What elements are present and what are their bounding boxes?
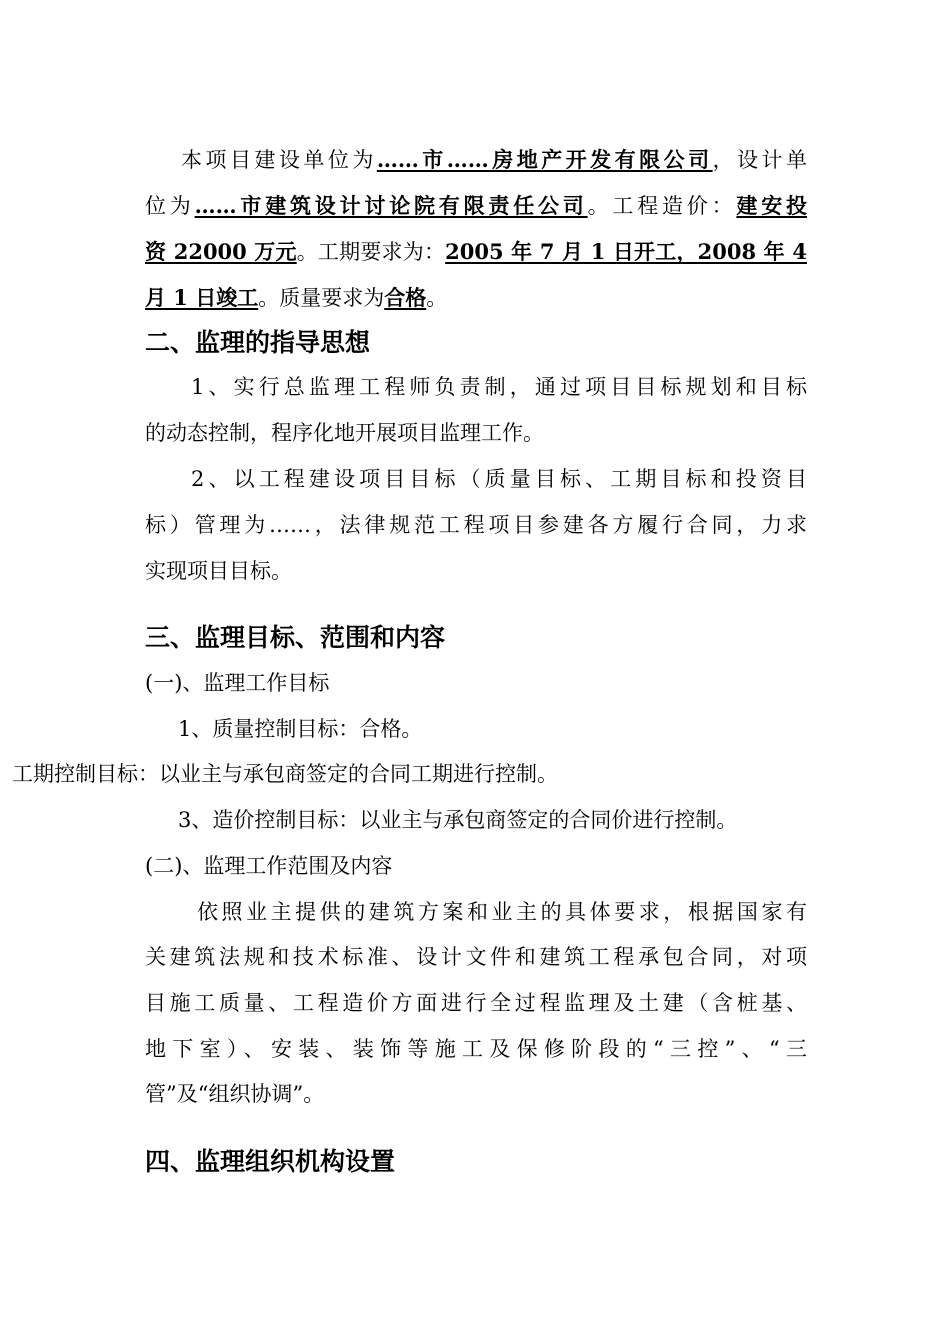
intro-line-4	[145, 283, 807, 313]
schedule-value: 2005 年 7 月 1 日开工，2008 年 4	[445, 239, 807, 264]
intro-text: 位为	[145, 194, 195, 218]
paragraph-line: 的动态控制，程序化地开展项目监理工作。	[145, 421, 544, 445]
intro-text: 。质量要求为	[258, 286, 385, 310]
intro-text: 本项目建设单位为	[181, 148, 377, 172]
paragraph-line: 标）管理为……，法律规范工程项目参建各方履行合同，力求	[145, 513, 807, 537]
paragraph-line: 管”及“组织协调”。	[145, 1082, 325, 1106]
intro-line-1	[145, 145, 807, 175]
intro-text: 。工程造价：	[587, 194, 737, 218]
paragraph-line: 实现项目目标。	[145, 559, 292, 583]
intro-text: 。	[426, 286, 448, 310]
goal-item: 工期控制目标：以业主与承包商签定的合同工期进行控制。	[12, 762, 558, 786]
section-heading: 二、监理的指导思想	[145, 328, 371, 357]
section-heading: 三、监理目标、范围和内容	[145, 623, 446, 652]
paragraph-line	[145, 897, 807, 927]
paragraph-text: 依照业主提供的建筑方案和业主的具体要求，根据国家有	[197, 900, 807, 924]
intro-line-2	[145, 191, 807, 221]
cost-value: 资 22000 万元	[145, 239, 297, 264]
paragraph-line: 关建筑法规和技术标准、设计文件和建筑工程承包合同，对项	[145, 945, 807, 969]
intro-text: ，设计单	[712, 148, 807, 172]
goal-item: 1、质量控制目标：合格。	[178, 717, 423, 741]
paragraph-line: 地下室）、安装、装饰等施工及保修阶段的“三控”、“三	[145, 1037, 807, 1061]
quality-value: 合格	[384, 285, 427, 310]
paragraph-text: 1、实行总监理工程师负责制，通过项目目标规划和目标	[191, 375, 807, 399]
paragraph-line: 目施工质量、工程造价方面进行全过程监理及土建（含桩基、	[145, 991, 807, 1015]
subsection-heading: (一)、监理工作目标	[145, 671, 330, 695]
intro-text: 。工期要求为：	[296, 240, 446, 264]
section-heading: 四、监理组织机构设置	[145, 1147, 396, 1176]
subsection-heading: (二)、监理工作范围及内容	[145, 854, 393, 878]
paragraph-line	[145, 464, 807, 494]
paragraph-line	[145, 372, 807, 402]
paragraph-text: 2、以工程建设项目目标（质量目标、工期目标和投资目	[191, 467, 807, 491]
goal-item: 3、造价控制目标：以业主与承包商签定的合同价进行控制。	[178, 808, 738, 832]
client-name: ……市……房地产开发有限公司	[376, 147, 713, 172]
schedule-value: 月 1 日竣工	[145, 285, 259, 310]
intro-line-3	[145, 237, 807, 267]
designer-name: ……市建筑设计讨论院有限责任公司	[194, 193, 588, 218]
cost-value: 建安投	[736, 193, 807, 218]
